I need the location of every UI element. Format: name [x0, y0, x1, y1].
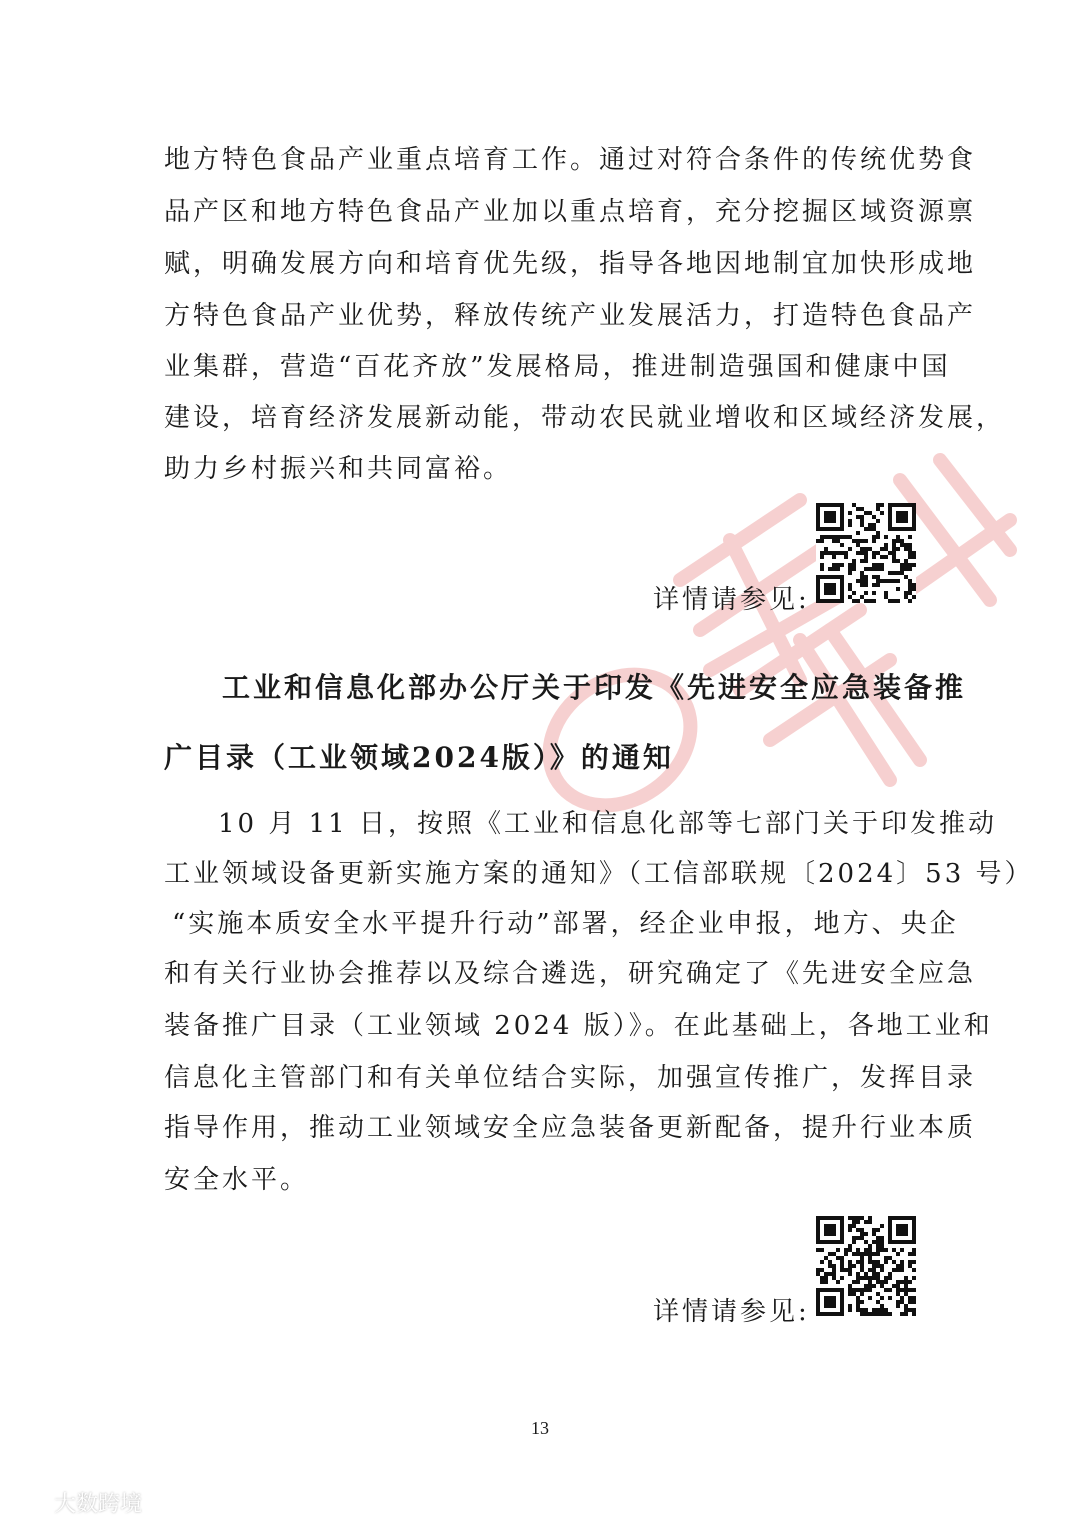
weibo-logo-icon — [8, 1488, 48, 1516]
paragraph-line: 指导作用，推动工业领域安全应急装备更新配备，提升行业本质 — [164, 1113, 977, 1143]
brand-name: 大数跨境 — [54, 1491, 143, 1517]
watermark-stamp — [470, 440, 1030, 860]
paragraph-line: 工业领域设备更新实施方案的通知》（工信部联规〔2024〕53 号） — [164, 859, 1034, 889]
qr-code-icon[interactable] — [816, 503, 916, 603]
details-reference-label: 详情请参见: — [653, 585, 810, 615]
paragraph-line: 品产区和地方特色食品产业加以重点培育，充分挖掘区域资源禀 — [164, 197, 977, 227]
paragraph-line: 业集群，营造“百花齐放”发展格局，推进制造强国和健康中国 — [164, 352, 951, 382]
paragraph-line: 10 月 11 日，按照《工业和信息化部等七部门关于印发推动 — [218, 809, 997, 839]
paragraph-line: 安全水平。 — [164, 1165, 310, 1195]
details-reference-label: 详情请参见: — [653, 1297, 810, 1327]
paragraph-line: 方特色食品产业优势，释放传统产业发展活力，打造特色食品产 — [164, 301, 977, 331]
paragraph-line: 地方特色食品产业重点培育工作。通过对符合条件的传统优势食 — [164, 145, 977, 175]
notice-title: 广目录（工业领域2024版）》的通知 — [164, 741, 674, 774]
paragraph-line: “实施本质安全水平提升行动”部署，经企业申报，地方、央企 — [172, 909, 959, 939]
paragraph-line: 装备推广目录（工业领域 2024 版）》。在此基础上，各地工业和 — [164, 1011, 993, 1041]
paragraph-line: 建设，培育经济发展新动能，带动农民就业增收和区域经济发展， — [164, 403, 1006, 433]
page-number: 13 — [531, 1418, 549, 1438]
paragraph-line: 信息化主管部门和有关单位结合实际，加强宣传推广，发挥目录 — [164, 1063, 977, 1093]
paragraph-line: 赋，明确发展方向和培育优先级，指导各地因地制宜加快形成地 — [164, 249, 977, 279]
qr-code-icon[interactable] — [816, 1216, 916, 1316]
paragraph-line: 和有关行业协会推荐以及综合遴选，研究确定了《先进安全应急 — [164, 959, 977, 989]
notice-title: 工业和信息化部办公厅关于印发《先进安全应急装备推 — [222, 671, 967, 704]
brand-watermark — [8, 1486, 142, 1518]
paragraph-line: 助力乡村振兴和共同富裕。 — [164, 454, 513, 484]
